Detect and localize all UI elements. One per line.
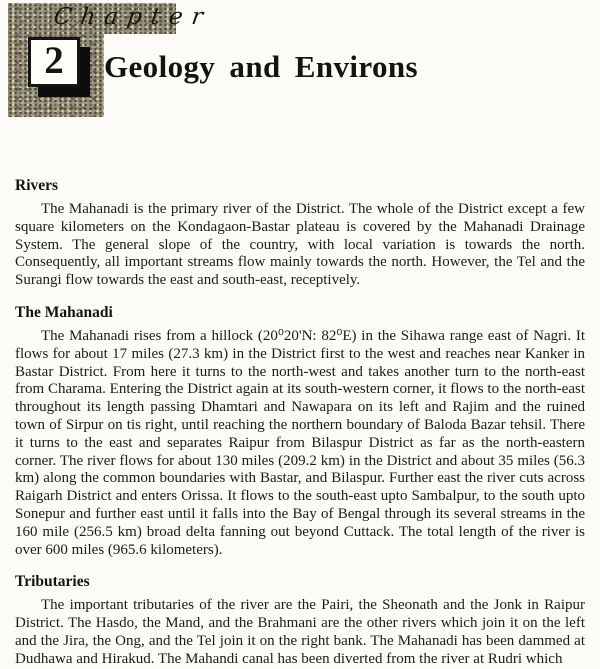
section-heading-rivers: Rivers: [15, 177, 59, 194]
section-paragraph-mahanadi: The Mahanadi rises from a hillock (20⁰20'N: 82⁰E) in the Sihawa range east of Nagri. It flows for about 17 miles (27.3 km) in the District first to the west and reaches near Kanker in Bastar District. From here it turns to the north-west and takes another turn to the north-east from Charama. Entering the District again at its south-western corner, it flows to the north-east throughout its length passing Dhamtari and Nawapara on its left and Rajim and the ruined town of Sirpur on tis right, until reaching the northern boundary of Baloda Bazar tehsil. There it turns to the east and separates Raipur from Bilaspur District as far as the north-eastern corner. The river flows for about 130 miles (209.2 km) in the District and about 35 miles (56.3 km) along the common boundaries with Bastar, and Bilaspur. Further east the river cuts across Raigarh District and enters Orissa. It flows to the south-east upto Sambalpur, to the south upto Sonepur and further east until it falls into the Bay of Bengal through its several streams in the 160 mile (256.5 km) broad delta fanning out beyond Cuttack. The total length of the river is over 600 miles (965.6 kilometers).: [15, 327, 585, 558]
page-content: [15, 176, 585, 669]
chapter-number: 2: [44, 39, 64, 82]
section-paragraph-rivers: The Mahanadi is the primary river of the District. The whole of the District except a few square kilometers on the Kondagaon-Bastar plateau is covered by the Mahanadi Drainage System. The general slope of the country, with local variation is towards the north. Consequently, all important streams flow mainly towards the north. However, the Tel and the Surangi flow towards the east and south-east, receptively.: [15, 201, 585, 289]
page-title: Geology and Environs: [104, 49, 419, 84]
chapter-label: Chapter: [52, 4, 214, 30]
section-heading-mahanadi: The Mahanadi: [15, 303, 113, 321]
section-paragraph-tributaries: The important tributaries of the river are the Pairi, the Sheonath and the Jonk in Raipur District. The Hasdo, the Mand, and the Brahmani are the other rivers which join it on the left and the Jira, the Ong, and the Tel join it on the right bank. The Mahanadi has been dammed at Dudhawa and Hirakud. The Mahandi canal has been diverted from the river at Rudri which: [15, 597, 585, 667]
section-heading-tributaries: Tributaries: [15, 573, 90, 591]
chapter-number-box: [28, 37, 80, 87]
